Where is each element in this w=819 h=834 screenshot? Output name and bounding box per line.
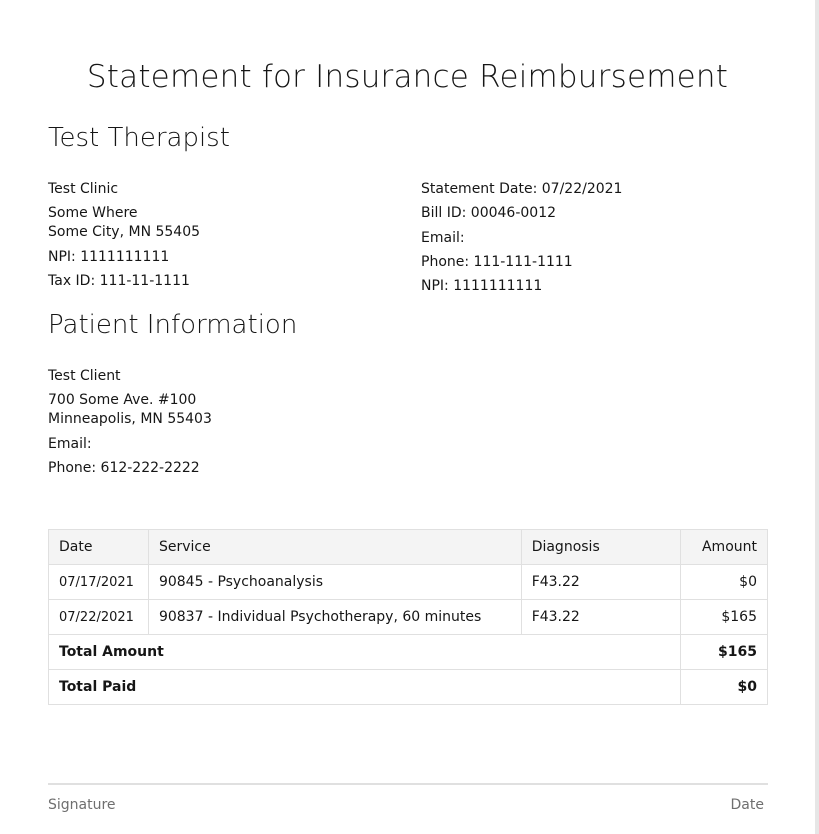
patient-heading: Patient Information bbox=[48, 310, 298, 340]
row-date: 07/17/2021 bbox=[49, 565, 149, 600]
patient-address-line2: Minneapolis, MN 55403 bbox=[48, 411, 212, 427]
total-amount-value: $165 bbox=[681, 635, 768, 670]
statement-npi: NPI: 1111111111 bbox=[421, 278, 543, 294]
table-row bbox=[49, 565, 768, 600]
page-scrollbar[interactable] bbox=[815, 0, 819, 834]
patient-name: Test Client bbox=[48, 368, 121, 384]
header-service: Service bbox=[148, 530, 521, 565]
row-service: 90837 - Individual Psychotherapy, 60 minutes bbox=[148, 600, 521, 635]
bill-id: Bill ID: 00046-0012 bbox=[421, 205, 557, 221]
therapist-tax-id: Tax ID: 111-11-1111 bbox=[48, 273, 190, 289]
statement-phone: Phone: 111-111-1111 bbox=[421, 254, 573, 270]
signature-label: Signature bbox=[48, 797, 116, 813]
total-paid-row bbox=[49, 670, 768, 705]
row-amount: $0 bbox=[681, 565, 768, 600]
table-header-row bbox=[49, 530, 768, 565]
signature-line bbox=[48, 783, 768, 785]
row-date: 07/22/2021 bbox=[49, 600, 149, 635]
therapist-heading: Test Therapist bbox=[48, 123, 230, 153]
statement-date: Statement Date: 07/22/2021 bbox=[421, 181, 623, 197]
patient-address-line1: 700 Some Ave. #100 bbox=[48, 392, 197, 408]
row-diagnosis: F43.22 bbox=[521, 565, 680, 600]
total-paid-label: Total Paid bbox=[49, 670, 681, 705]
therapist-address-line1: Some Where bbox=[48, 205, 138, 221]
total-amount-label: Total Amount bbox=[49, 635, 681, 670]
row-diagnosis: F43.22 bbox=[521, 600, 680, 635]
total-amount-row bbox=[49, 635, 768, 670]
statement-email: Email: bbox=[421, 230, 465, 246]
signature-date-label: Date bbox=[730, 797, 764, 813]
therapist-address-line2: Some City, MN 55405 bbox=[48, 224, 201, 240]
total-paid-value: $0 bbox=[681, 670, 768, 705]
row-amount: $165 bbox=[681, 600, 768, 635]
page-title: Statement for Insurance Reimbursement bbox=[86, 59, 729, 95]
patient-email: Email: bbox=[48, 436, 92, 452]
therapist-npi: NPI: 1111111111 bbox=[48, 249, 170, 265]
header-date: Date bbox=[49, 530, 149, 565]
header-diagnosis: Diagnosis bbox=[521, 530, 680, 565]
header-amount: Amount bbox=[681, 530, 768, 565]
patient-phone: Phone: 612-222-2222 bbox=[48, 460, 200, 476]
therapist-clinic: Test Clinic bbox=[48, 181, 119, 197]
row-service: 90845 - Psychoanalysis bbox=[148, 565, 521, 600]
services-table bbox=[48, 529, 768, 705]
table-row bbox=[49, 600, 768, 635]
